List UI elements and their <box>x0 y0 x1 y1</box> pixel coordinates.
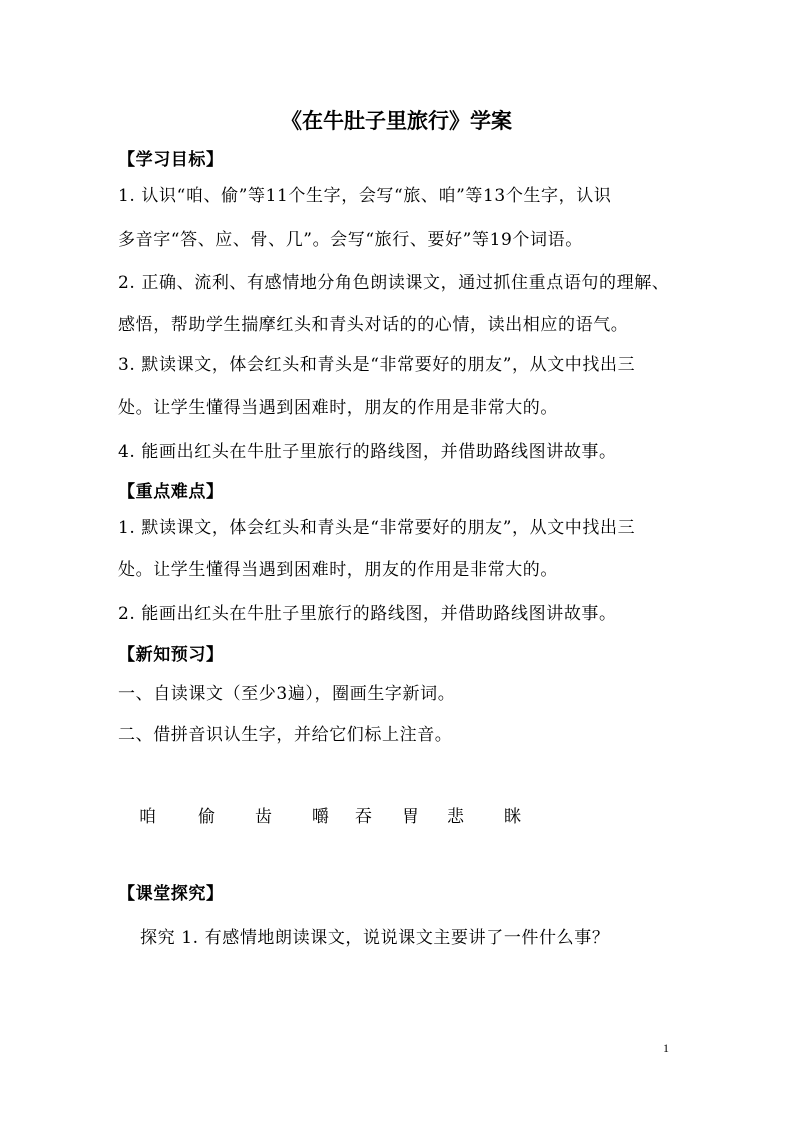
objectives-heading: 【学习目标】 <box>118 150 224 170</box>
exploration-heading: 【课堂探究】 <box>118 884 224 904</box>
new-character: 吞 <box>355 807 372 827</box>
objectives-line: 1. 认识“咱、偷”等11个生字，会写“旅、咱”等13个生字，认识 <box>118 186 612 206</box>
objectives-line: 处。让学生懂得当遇到困难时，朋友的作用是非常大的。 <box>118 398 558 418</box>
key-points-line: 1. 默读课文，体会红头和青头是“非常要好的朋友”，从文中找出三 <box>118 518 636 538</box>
objectives-line: 多音字“答、应、骨、几”。会写“旅行、要好”等19个词语。 <box>118 230 583 250</box>
preview-line: 一、自读课文（至少3遍），圈画生字新词。 <box>118 684 456 704</box>
key-points-line: 处。让学生懂得当遇到困难时，朋友的作用是非常大的。 <box>118 560 558 580</box>
new-character: 嚼 <box>312 807 329 827</box>
new-character: 悲 <box>447 807 464 827</box>
key-points-heading: 【重点难点】 <box>118 482 224 502</box>
new-characters-row <box>118 802 638 826</box>
objectives-line: 3. 默读课文，体会红头和青头是“非常要好的朋友”，从文中找出三 <box>118 355 636 375</box>
new-character: 齿 <box>255 807 272 827</box>
objectives-line: 4. 能画出红头在牛肚子里旅行的路线图，并借助路线图讲故事。 <box>118 442 617 462</box>
new-character: 胃 <box>402 807 419 827</box>
new-character: 眯 <box>504 807 521 827</box>
preview-line: 二、借拼音识认生字，并给它们标上注音。 <box>118 725 453 745</box>
new-character: 咱 <box>139 807 156 827</box>
document-title: 《在牛肚子里旅行》学案 <box>281 108 512 133</box>
preview-heading: 【新知预习】 <box>118 645 224 665</box>
key-points-line: 2. 能画出红头在牛肚子里旅行的路线图，并借助路线图讲故事。 <box>118 604 617 624</box>
exploration-line: 探究 1. 有感情地朗读课文，说说课文主要讲了一件什么事？ <box>140 928 610 948</box>
objectives-line: 感悟，帮助学生揣摩红头和青头对话的的心情，读出相应的语气。 <box>118 315 629 335</box>
new-character: 偷 <box>198 807 215 827</box>
objectives-line: 2. 正确、流利、有感情地分角色朗读课文，通过抓住重点语句的理解、 <box>118 273 670 293</box>
page-number: 1 <box>663 1041 669 1055</box>
